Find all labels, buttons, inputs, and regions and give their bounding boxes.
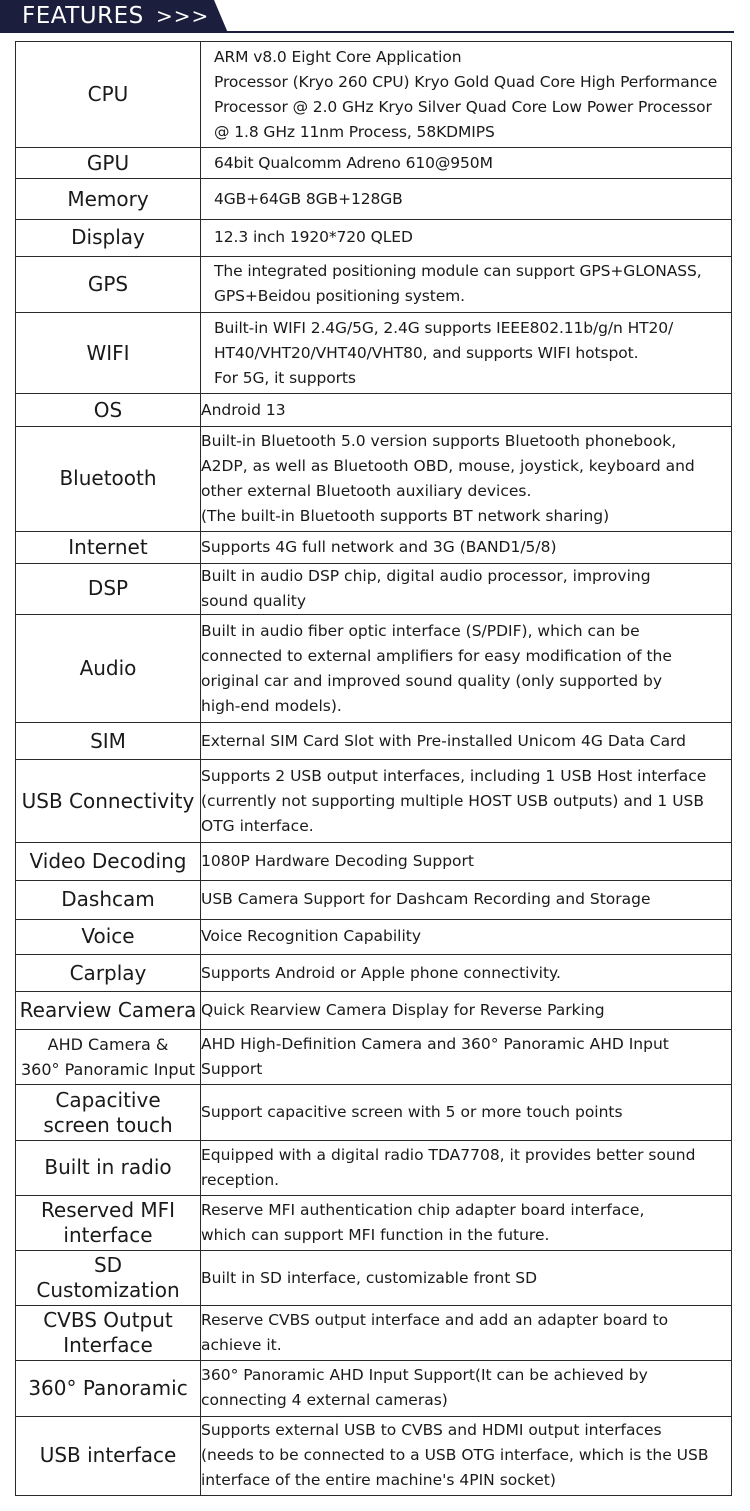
spec-row — [16, 1140, 732, 1195]
features-header — [0, 0, 750, 34]
spec-value: 4GB+64GB 8GB+128GB — [201, 179, 732, 219]
spec-label: SIM — [16, 723, 201, 760]
spec-value: 12.3 inch 1920*720 QLED — [201, 219, 732, 256]
spec-label: AHD Camera & 360° Panoramic Input — [16, 1030, 201, 1085]
spec-value: Built-in WIFI 2.4G/5G, 2.4G supports IEEE802.11b/g/n HT20/ HT40/VHT20/VHT40/VHT80, and supports WIFI hotspot. For 5G, it supports — [201, 312, 732, 393]
spec-label: Built in radio — [16, 1140, 201, 1195]
spec-row — [16, 179, 732, 219]
spec-row — [16, 723, 732, 760]
spec-row — [16, 1085, 732, 1140]
spec-value: 360° Panoramic AHD Input Support(It can be achieved by connecting 4 external cameras) — [201, 1361, 732, 1416]
spec-value: Reserve MFI authentication chip adapter board interface, which can support MFI function in the future. — [201, 1195, 732, 1250]
spec-label: Reserved MFI interface — [16, 1195, 201, 1250]
spec-value: Built in SD interface, customizable front SD — [201, 1251, 732, 1306]
spec-label: GPS — [16, 256, 201, 312]
spec-row — [16, 1195, 732, 1250]
spec-row — [16, 919, 732, 954]
spec-value: Built in audio DSP chip, digital audio processor, improving sound quality — [201, 563, 732, 614]
spec-row — [16, 1416, 732, 1495]
spec-label: GPU — [16, 148, 201, 179]
header-arrows: >>> — [156, 4, 210, 28]
spec-label: CVBS Output Interface — [16, 1306, 201, 1361]
spec-row — [16, 880, 732, 919]
spec-value: Built in audio fiber optic interface (S/PDIF), which can be connected to external amplifiers for easy modification of the original car and improved sound quality (only supported by high-end models). — [201, 614, 732, 722]
spec-label: Carplay — [16, 955, 201, 992]
spec-value: Voice Recognition Capability — [201, 919, 732, 954]
spec-row — [16, 955, 732, 992]
spec-row — [16, 312, 732, 393]
spec-row — [16, 760, 732, 842]
spec-row — [16, 394, 732, 427]
spec-label: Audio — [16, 614, 201, 722]
spec-value: Supports 2 USB output interfaces, including 1 USB Host interface (currently not supporting multiple HOST USB outputs) and 1 USB OTG interface. — [201, 760, 732, 842]
spec-row — [16, 531, 732, 563]
spec-row — [16, 219, 732, 256]
header-underline — [0, 31, 734, 33]
spec-label: DSP — [16, 563, 201, 614]
spec-value: 1080P Hardware Decoding Support — [201, 842, 732, 880]
spec-label: Rearview Camera — [16, 992, 201, 1030]
spec-label: 360° Panoramic — [16, 1361, 201, 1416]
spec-value: Built-in Bluetooth 5.0 version supports Bluetooth phonebook, A2DP, as well as Bluetooth OBD, mouse, joystick, keyboard and other external Bluetooth auxiliary devices. (The built-in Bluetooth supports BT network sharing) — [201, 427, 732, 531]
spec-row — [16, 992, 732, 1030]
spec-row — [16, 614, 732, 722]
spec-value: 64bit Qualcomm Adreno 610@950M — [201, 148, 732, 179]
spec-value: USB Camera Support for Dashcam Recording and Storage — [201, 880, 732, 919]
spec-label: Internet — [16, 531, 201, 563]
spec-value: Supports Android or Apple phone connectivity. — [201, 955, 732, 992]
spec-label: WIFI — [16, 312, 201, 393]
spec-label: Capacitive screen touch — [16, 1085, 201, 1140]
spec-row — [16, 42, 732, 148]
spec-row — [16, 1251, 732, 1306]
spec-label: CPU — [16, 42, 201, 148]
spec-value: The integrated positioning module can support GPS+GLONASS, GPS+Beidou positioning system. — [201, 256, 732, 312]
spec-label: Display — [16, 219, 201, 256]
spec-row — [16, 148, 732, 179]
spec-value: Supports 4G full network and 3G (BAND1/5/8) — [201, 531, 732, 563]
spec-value: AHD High-Definition Camera and 360° Panoramic AHD Input Support — [201, 1030, 732, 1085]
spec-value: Android 13 — [201, 394, 732, 427]
spec-row — [16, 256, 732, 312]
spec-value: Equipped with a digital radio TDA7708, it provides better sound reception. — [201, 1140, 732, 1195]
spec-label: Memory — [16, 179, 201, 219]
spec-label: USB Connectivity — [16, 760, 201, 842]
spec-table — [15, 41, 732, 1496]
spec-row — [16, 427, 732, 531]
spec-row — [16, 1306, 732, 1361]
spec-label: OS — [16, 394, 201, 427]
spec-row — [16, 842, 732, 880]
spec-row — [16, 1030, 732, 1085]
spec-label: SD Customization — [16, 1251, 201, 1306]
header-title: FEATURES — [22, 3, 144, 29]
spec-row — [16, 563, 732, 614]
spec-label: Video Decoding — [16, 842, 201, 880]
spec-value: Quick Rearview Camera Display for Reverse Parking — [201, 992, 732, 1030]
spec-label: USB interface — [16, 1416, 201, 1495]
spec-value: ARM v8.0 Eight Core Application Processor (Kryo 260 CPU) Kryo Gold Quad Core High Performance Processor @ 2.0 GHz Kryo Silver Quad Core Low Power Processor @ 1.8 GHz 11nm Process, 58KDMIPS — [201, 42, 732, 148]
spec-label: Voice — [16, 919, 201, 954]
spec-value: Support capacitive screen with 5 or more touch points — [201, 1085, 732, 1140]
spec-value: Reserve CVBS output interface and add an adapter board to achieve it. — [201, 1306, 732, 1361]
spec-row — [16, 1361, 732, 1416]
spec-value: Supports external USB to CVBS and HDMI output interfaces (needs to be connected to a USB OTG interface, which is the USB interface of the entire machine's 4PIN socket) — [201, 1416, 732, 1495]
spec-label: Bluetooth — [16, 427, 201, 531]
spec-value: External SIM Card Slot with Pre-installed Unicom 4G Data Card — [201, 723, 732, 760]
spec-label: Dashcam — [16, 880, 201, 919]
